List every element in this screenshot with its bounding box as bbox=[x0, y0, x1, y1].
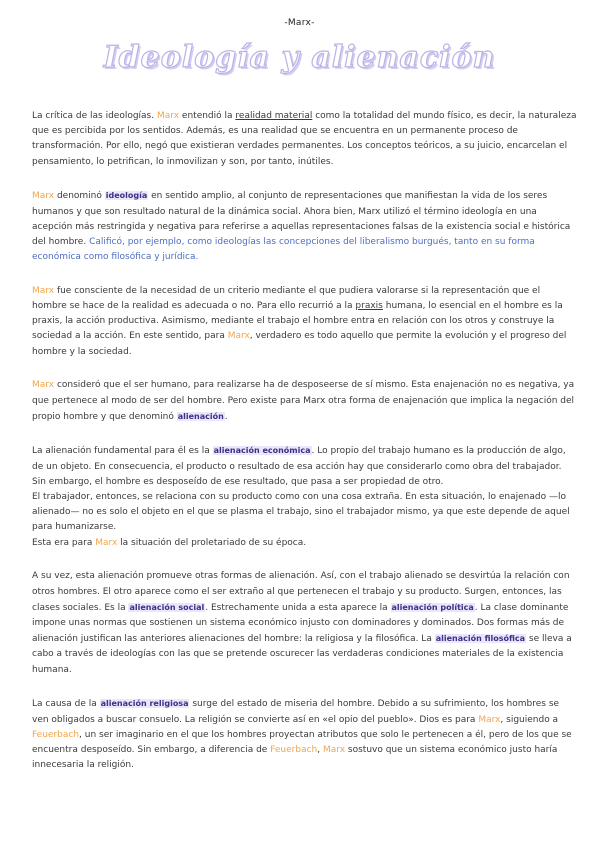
text-run: . Lo propio del trabajo humano es la producción de algo, de un objeto. En consecuencia, el producto o resultado de esa acción hay que considerarlo como obra del trabajador. Sin embargo, el hombre es desposeído de ese resultado, que pasa a ser propiedad de otro. bbox=[32, 446, 566, 487]
paragraph-1 bbox=[32, 109, 577, 170]
text-run: en sentido amplio, al conjunto de representaciones que manifiestan la vida de los seres humanos y que son resultado natural de la dinámica social. Ahora bien, Marx utilizó el término ideología en una acepción más restringida y negativa para referirse a aquellas representaciones falsas de la existencia social e histórica del hombre. bbox=[32, 191, 571, 247]
text-run: , un ser imaginario en el que los hombres proyectan atributos que solo le pertenecen a él, pero de los que se encuentra desposeído. Sin embargo, a diferencia de bbox=[32, 729, 572, 755]
text-run: surge del estado de miseria del hombre. Debido a su sufrimiento, los hombres se ven obligados a buscar consuelo. La religión se convierte así en «el opio del pueblo». Dios es para bbox=[32, 699, 560, 725]
page-title: Ideología y alienación bbox=[103, 40, 496, 75]
paragraph-4 bbox=[32, 378, 577, 425]
name-highlight: Marx bbox=[32, 191, 55, 202]
name-highlight: Marx bbox=[95, 537, 118, 548]
key-term: alienación social bbox=[129, 602, 205, 612]
note-text: Calificó, por ejemplo, como ideologías las concepciones del liberalismo burgués, tanto en su forma económica como filosófica y jurídica. bbox=[32, 236, 535, 263]
text-run: consideró que el ser humano, para realizarse ha de desposeerse de sí mismo. Esta enajenación no es negativa, ya que pertenece al modo de ser del hombre. Pero existe para Marx otra forma de enajenación que implica la negación del propio hombre y que denominó bbox=[32, 380, 575, 422]
key-term: alienación bbox=[177, 411, 224, 421]
text-run: . bbox=[224, 411, 228, 422]
text-run: sostuvo que un sistema económico justo haría innecesaria la religión. bbox=[32, 744, 558, 771]
text-run: El trabajador, entonces, se relaciona con su producto como con una cosa extraña. En esta situación, lo enajenado —lo alienado— no es solo el objeto en el que se plasma el trabajo, sino el trabajador mismo, ya que este depende de aquel para humanizarse. bbox=[32, 492, 570, 533]
text-run: , verdadero es todo aquello que permite la evolución y el progreso del hombre y la sociedad. bbox=[32, 331, 567, 357]
name-highlight: Feuerbach bbox=[270, 744, 318, 755]
text-run: entendió la bbox=[179, 111, 236, 121]
document-body bbox=[32, 109, 577, 792]
page-header: -Marx- bbox=[284, 18, 315, 28]
text-run: , bbox=[317, 744, 323, 755]
text-run: la situación del proletariado de su época. bbox=[117, 537, 307, 548]
text-run: A su vez, esta alienación promueve otras formas de alienación. Así, con el trabajo alienado se desvirtúa la relación con otros hombres. El otro aparece como el ser extraño al que pertenecen el trabajo y su producto. Surgen, entonces, las clases sociales. Es la bbox=[32, 571, 570, 613]
key-term: alienación filosófica bbox=[435, 634, 526, 644]
text-run: humana, lo esencial en el hombre es la praxis, la acción productiva. Asimismo, mediante el trabajo el hombre entra en relación con los otros y construye la sociedad a la acción. En este sentido, para bbox=[32, 301, 563, 342]
text-run: fue consciente de la necesidad de un criterio mediante el que pudiera valorarse si la representación que el hombre se hace de la realidad es adecuada o no. Para ello recurrió a la bbox=[32, 285, 541, 312]
text-run: La causa de la bbox=[32, 699, 100, 710]
text-run: . La clase dominante impone unas normas que sostienen un sistema económico injusto con dominadores y dominados. Dos formas más de alienación justifican las anteriores alienaciones del hombre: la religiosa y la filosófica. La bbox=[32, 602, 569, 645]
name-highlight: Marx bbox=[227, 331, 250, 342]
underlined-term: praxis bbox=[355, 301, 383, 312]
paragraph-3 bbox=[32, 284, 577, 360]
paragraph-2 bbox=[32, 188, 577, 265]
key-term: ideología bbox=[105, 191, 148, 201]
name-highlight: Marx bbox=[32, 380, 55, 391]
text-run: como la totalidad del mundo físico, es decir, la naturaleza que es percibida por los sentidos. Además, es una realidad que se encuentra en un permanente proceso de transformación. Por ello, negó que existieran verdades permanentes. Los conceptos teóricos, a su juicio, encarcelan el pensamiento, lo petrifican, lo inmovilizan y son, por tanto, inútiles. bbox=[32, 111, 577, 167]
text-run: Esta era para bbox=[32, 537, 96, 548]
text-run: La crítica de las ideologías. bbox=[32, 111, 157, 121]
name-highlight: Marx bbox=[322, 744, 346, 755]
text-run: , siguiendo a bbox=[500, 714, 559, 725]
name-highlight: Marx bbox=[156, 111, 180, 121]
paragraph-5 bbox=[32, 443, 577, 550]
text-run: La alienación fundamental para él es la bbox=[32, 446, 213, 457]
underlined-term: realidad material bbox=[235, 111, 313, 121]
key-term: alienación religiosa bbox=[100, 699, 189, 709]
text-run: . Estrechamente unida a esta aparece la bbox=[205, 602, 391, 613]
name-highlight: Marx bbox=[32, 285, 55, 296]
key-term: alienación política bbox=[391, 602, 474, 612]
text-run: denominó bbox=[54, 191, 105, 202]
name-highlight: Feuerbach bbox=[32, 729, 80, 740]
name-highlight: Marx bbox=[478, 714, 501, 725]
paragraph-6 bbox=[32, 569, 577, 677]
key-term: alienación económica bbox=[213, 446, 311, 456]
text-run: se lleva a cabo a través de ideologías con las que se pretende oscurecer las verdaderas condiciones materiales de la existencia humana. bbox=[32, 634, 572, 675]
paragraph-7 bbox=[32, 696, 577, 773]
